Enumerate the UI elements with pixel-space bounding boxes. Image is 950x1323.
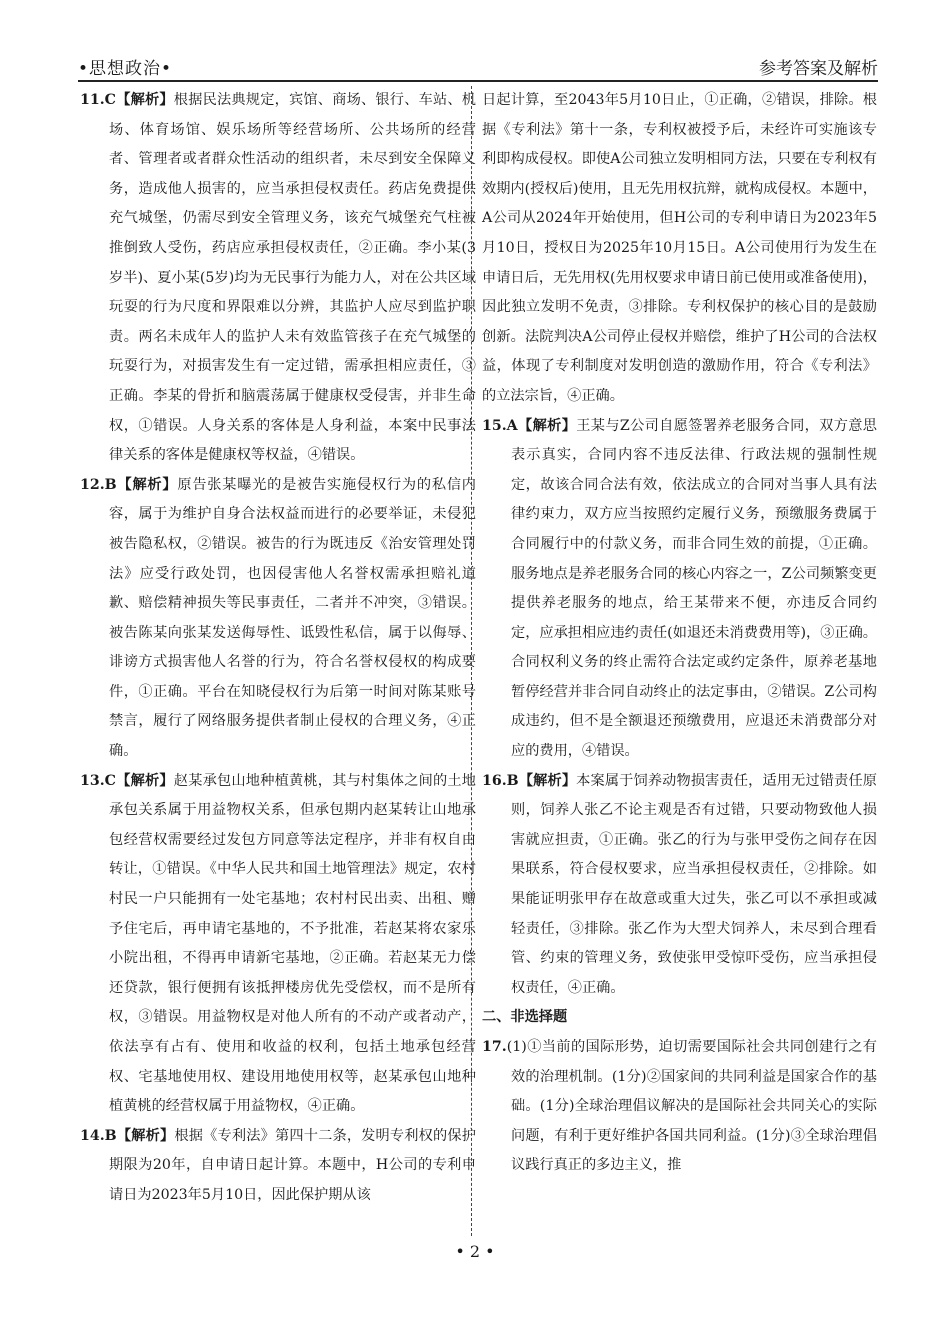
left-column: [80, 86, 476, 1211]
question-number: 13.C: [80, 772, 116, 789]
question-number: 15.A: [482, 417, 518, 434]
analysis-tag: 【解析】: [116, 1127, 175, 1144]
page-header: [78, 52, 878, 82]
question-15: [482, 412, 877, 767]
question-number: 16.B: [482, 772, 519, 789]
analysis-tag: 【解析】: [116, 476, 178, 493]
answer-text: 本案属于饲养动物损害责任，适用无过错责任原则，饲养人张乙不论主观是否有过错，只要动物致他人损害就应担责，①正确。张乙的行为与张甲受伤之间存在因果联系，符合侵权要求，应当承担侵权责任，②排除。如果能证明张甲存在故意或重大过失，张乙可以不承担或减轻责任，③排除。张乙作为大型犬饲养人，未尽到合理看管、约束的管理义务，致使张甲受惊吓受伤，应当承担侵权责任，④正确。: [511, 772, 877, 996]
column-divider: [471, 86, 472, 1236]
answer-text: 根据《专利法》第四十二条，发明专利权的保护期限为20年，自申请日起计算。本题中，H公司的专利申请日为2023年5月10日，因此保护期从该: [109, 1127, 476, 1203]
question-13: [80, 767, 476, 1122]
question-14: [80, 1122, 476, 1211]
answer-text: 根据民法典规定，宾馆、商场、银行、车站、机场、体育场馆、娱乐场所等经营场所、公共场所的经营者、管理者或者群众性活动的组织者，未尽到安全保障义务，造成他人损害的，应当承担侵权责任。药店免费提供充气城堡，仍需尽到安全管理义务，该充气城堡充气柱被推倒致人受伤，药店应承担侵权责任，②正确。李小某(3岁半)、夏小某(5岁)均为无民事行为能力人，对在公共区域玩耍的行为尺度和界限难以分辨，其监护人应尽到监护职责。两名未成年人的监护人未有效监管孩子在充气城堡的玩耍行为，对损害发生有一定过错，需承担相应责任，③正确。李某的骨折和脑震荡属于健康权受侵害，并非生命权，①错误。人身关系的客体是人身利益，本案中民事法律关系的客体是健康权等权益，④错误。: [109, 92, 476, 464]
answer-text: 王某与Z公司自愿签署养老服务合同，双方意思表示真实，合同内容不违反法律、行政法规的强制性规定，故该合同合法有效，依法成立的合同对当事人具有法律约束力，双方应当按照约定履行义务，预缴服务费属于合同履行中的付款义务，而非合同生效的前提，①正确。服务地点是养老服务合同的核心内容之一，Z公司频繁变更提供养老服务的地点，给王某带来不便，亦违反合同约定，应承担相应违约责任(如退还未消费费用等)，③正确。合同权利义务的终止需符合法定或约定条件，原养老基地暂停经营并非合同自动终止的法定事由，②错误。Z公司构成违约，但不是全额退还预缴费用，应退还未消费部分对应的费用，④错误。: [511, 417, 877, 760]
question-number: 12.B: [80, 476, 117, 493]
page-number: • 2 •: [455, 1242, 495, 1261]
question-17: [482, 1033, 877, 1181]
analysis-tag: 【解析】: [518, 772, 577, 789]
question-number: 11.C: [80, 92, 116, 108]
question-16: [482, 767, 877, 1004]
question-number: 17.: [482, 1039, 507, 1055]
answer-text: 赵某承包山地种植黄桃，其与村集体之间的土地承包关系属于用益物权关系，但承包期内赵某转让山地承包经营权需要经过发包方同意等法定程序，并非有权自由转让，①错误。《中华人民共和国土地管理法》规定，农村村民一户只能拥有一处宅基地；农村村民出卖、出租、赠予住宅后，再申请宅基地的，不予批准，若赵某将农家乐小院出租，不得再申请新宅基地，②正确。若赵某无力偿还贷款，银行便拥有该抵押楼房优先受偿权，而不是所有权，③错误。用益物权是对他人所有的不动产或者动产，依法享有占有、使用和收益的权利，包括土地承包经营权、宅基地使用权、建设用地使用权等，赵某承包山地种植黄桃的经营权属于用益物权，④正确。: [109, 772, 476, 1115]
answer-text: (1)①当前的国际形势，迫切需要国际社会共同创建行之有效的治理机制。(1分)②国家间的共同利益是国家合作的基础。(1分)全球治理倡议解决的是国际社会共同关心的实际问题，有利于更好维护各国共同利益。(1分)③全球治理倡议践行真正的多边主义，推: [506, 1039, 877, 1174]
analysis-tag: 【解析】: [115, 772, 174, 789]
subject-label: •思想政治•: [78, 59, 173, 79]
answer-text: 原告张某曝光的是被告实施侵权行为的私信内容，属于为维护自身合法权益而进行的必要举证，未侵犯被告隐私权，②错误。被告的行为既违反《治安管理处罚法》应受行政处罚，也因侵害他人名誉权需承担赔礼道歉、赔偿精神损失等民事责任，二者并不冲突，③错误。被告陈某向张某发送侮辱性、诋毁性私信，属于以侮辱、诽谤方式损害他人名誉的行为，符合名誉权侵权的构成要件，①正确。平台在知晓侵权行为后第一时间对陈某账号禁言，履行了网络服务提供者制止侵权的合理义务，④正确。: [109, 476, 476, 760]
analysis-tag: 【解析】: [115, 92, 174, 108]
section-title: 二、非选择题: [482, 1009, 568, 1026]
question-14-continuation: 日起计算，至2043年5月10日止，①正确，②错误，排除。根据《专利法》第十一条，专利权被授予后，未经许可实施该专利即构成侵权。即使A公司独立发明相同方法，只要在专利权有效期内(授权后)使用，且无先用权抗辩，就构成侵权。本题中，A公司从2024年开始使用，但H公司的专利申请日为2023年5月10日，授权日为2025年10月15日。A公司使用行为发生在申请日后，无先用权(先用权要求申请日前已使用或准备使用)，因此独立发明不免责，③排除。专利权保护的核心目的是鼓励创新。法院判决A公司停止侵权并赔偿，维护了H公司的合法权益，体现了专利制度对发明创造的激励作用，符合《专利法》的立法宗旨，④正确。: [482, 92, 877, 404]
header-title: 参考答案及解析: [759, 59, 878, 79]
question-11: [80, 86, 476, 471]
right-column: [482, 86, 877, 1181]
analysis-tag: 【解析】: [517, 417, 577, 434]
question-12: [80, 471, 476, 767]
question-number: 14.B: [80, 1127, 117, 1144]
